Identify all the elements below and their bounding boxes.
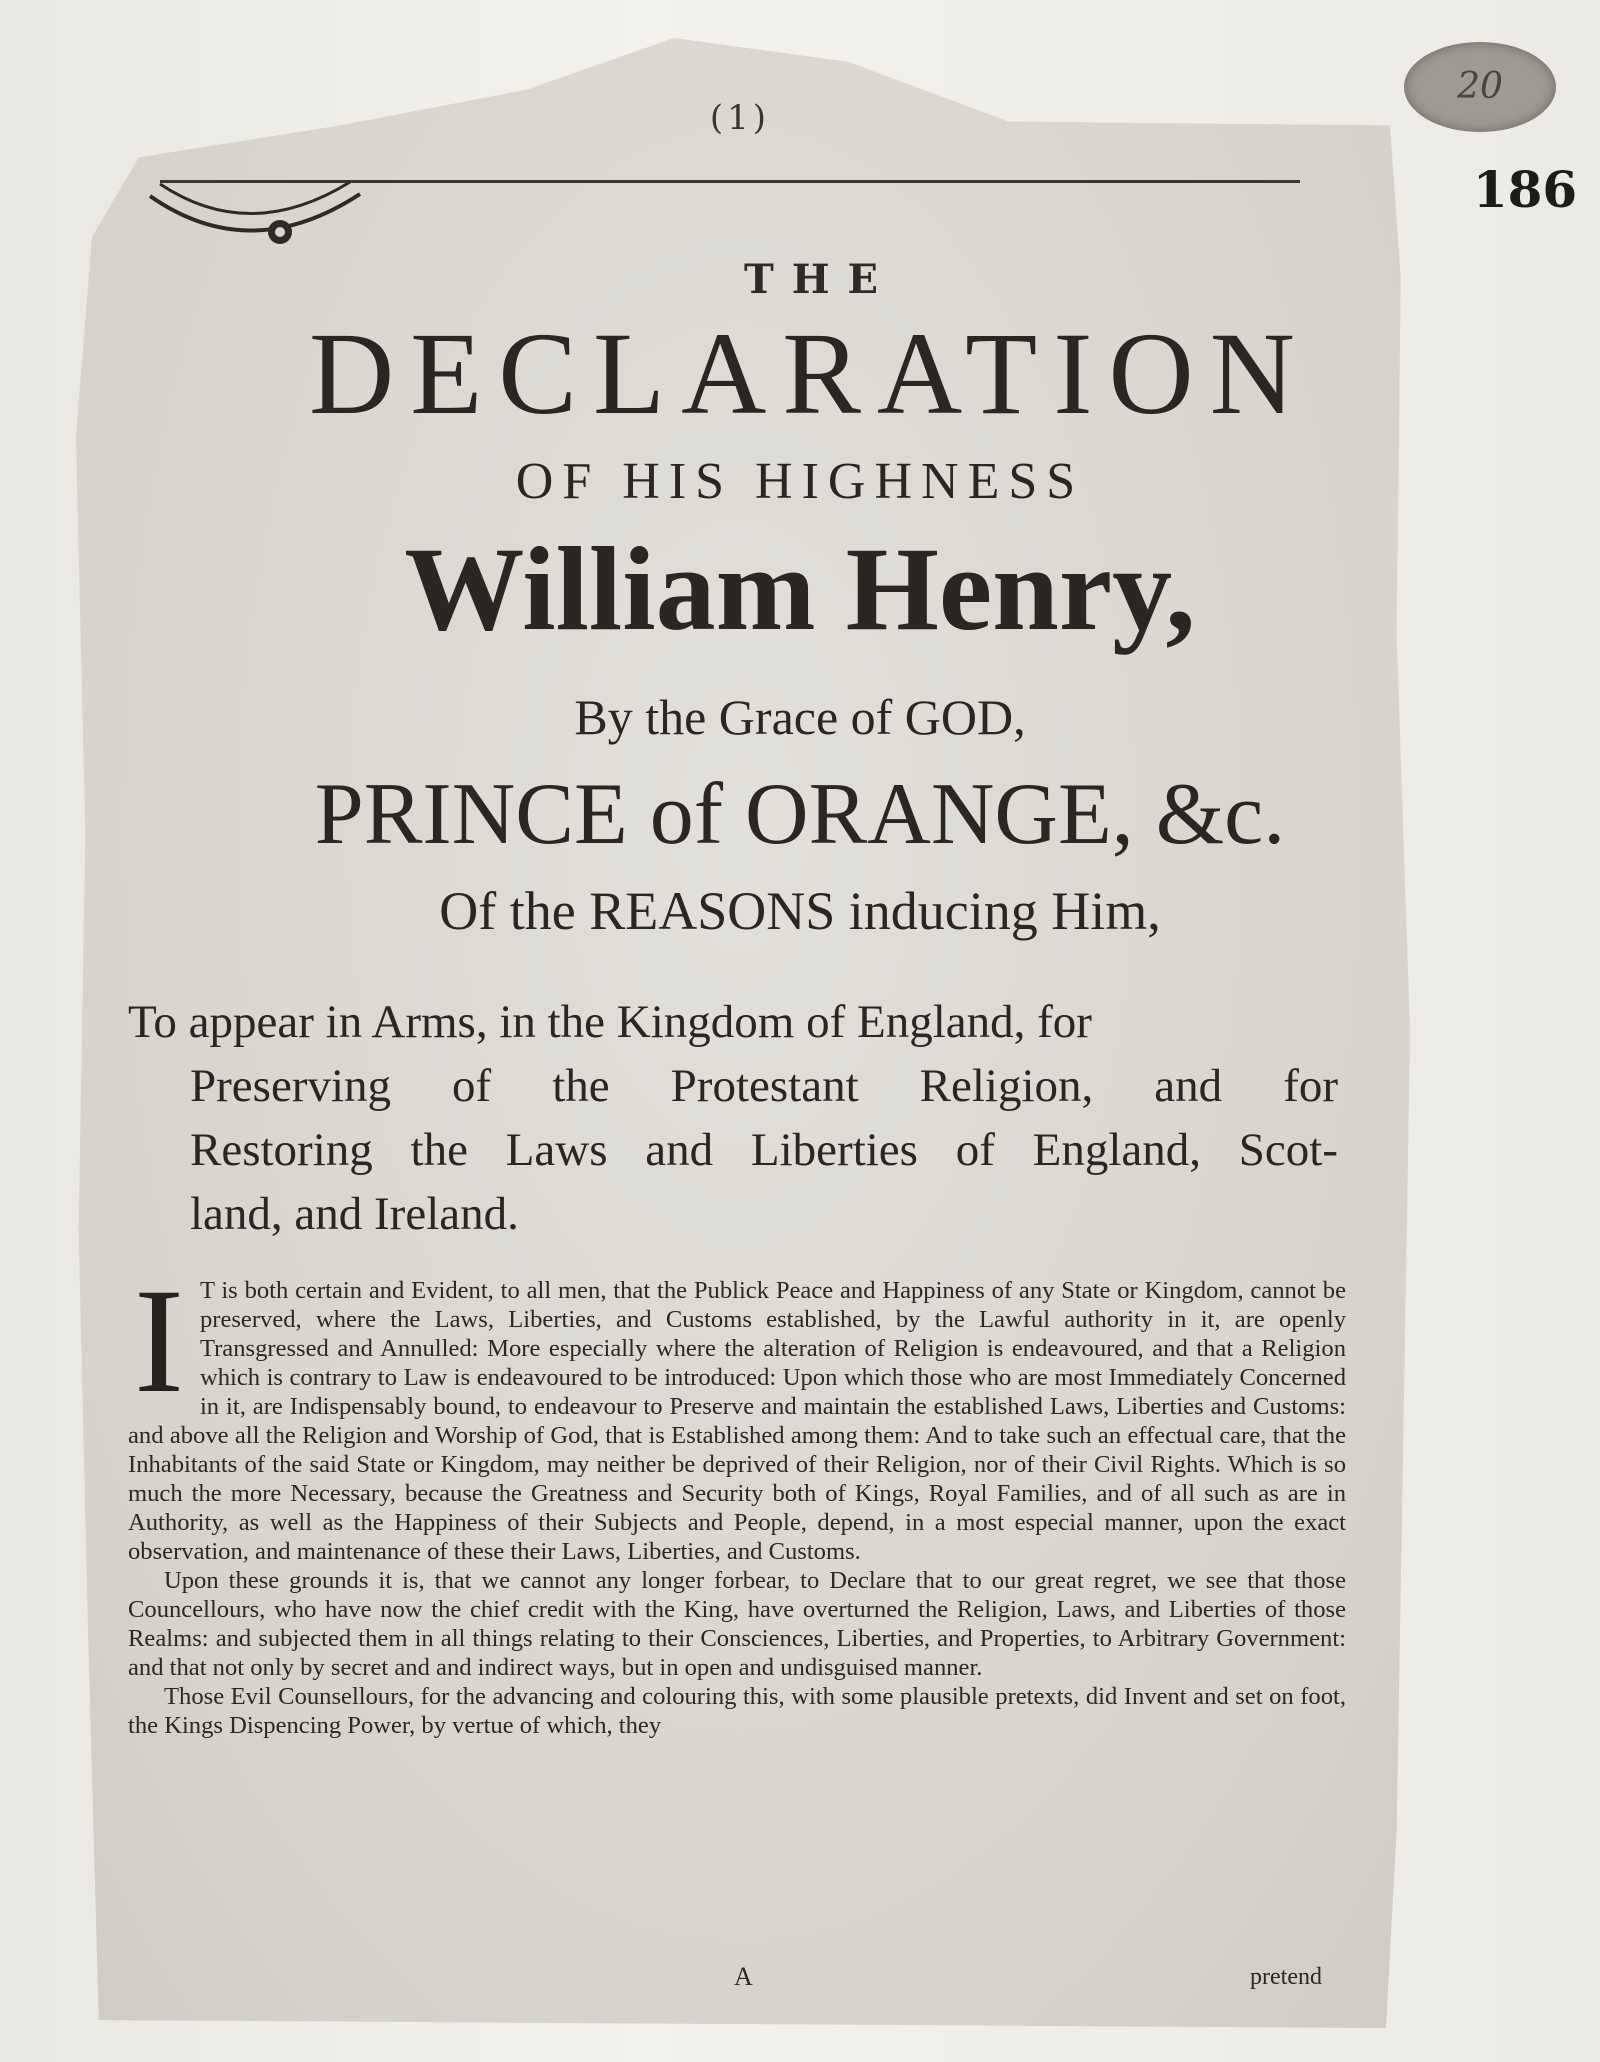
archive-label-text: 20	[1457, 66, 1503, 107]
paragraph: Those Evil Counsellours, for the advancing and colouring this, with some plausible pretexts, did Invent and set on foot, the Kings Dispencing Power, by vertue of which, they	[128, 1683, 1346, 1739]
shelf-number: 186	[1472, 160, 1578, 219]
paragraph-text: T is both certain and Evident, to all men, that the Publick Peace and Happiness of any State or Kingdom, cannot be preserved, where the Laws, Liberties, and Customs established, by the Lawful authority in it, are openly Transgressed and Annulled: More especially where the alteration of Religion is endeavoured, and that a Religion which is contrary to Law is endeavoured to be introduced: Upon which those who are most Immediately Concerned in it, are Indispensably bound, to endeavour to Preserve and maintain the established Laws, Liberties and Customs: and above all the Religion and Worship of God, that is Established among them: And to take such an effectual care, that the Inhabitants of the said State or Kingdom, may neither be deprived of their Religion, nor of their Civil Rights. Which is so much the more Necessary, because the Greatness and Security both of Kings, Royal Families, and of all such as are in Authority, as well as the Happiness of their Subjects and People, depend, in a most especial manner, upon the exact observation, and maintenance of these their Laws, Liberties, and Customs.	[128, 1277, 1346, 1565]
drop-cap: I	[134, 1258, 184, 1424]
paragraph: Upon these grounds it is, that we cannot any longer forbear, to Declare that to our great regret, we see that those Councellours, who have now the chief credit with the King, have overturned the Religion, Laws, and Liberties of those Realms: and subjected them in all things relating to their Consciences, Liberties, and Properties, to Arbitrary Government: and that not only by secret and and indirect ways, but in open and undisguised manner.	[128, 1567, 1346, 1681]
title-reasons: Of the REASONS inducing Him,	[439, 881, 1161, 941]
title-his-highness: OF HIS HIGHNESS	[515, 453, 1085, 510]
title-declaration: DECLARATION	[309, 308, 1311, 439]
page-number: (1)	[709, 98, 771, 138]
subtitle-line: Preserving of the Protestant Religion, and for	[190, 1060, 1338, 1112]
title-grace-of-god: By the Grace of GOD,	[574, 689, 1026, 745]
subtitle-block	[128, 990, 1338, 1246]
archive-label	[1404, 42, 1556, 132]
title-the: THE	[743, 256, 897, 303]
catchword: pretend	[1250, 1964, 1322, 1990]
paragraph	[128, 1258, 1346, 1566]
subtitle-line: To appear in Arms, in the Kingdom of England, for	[128, 996, 1092, 1048]
subtitle-line: Restoring the Laws and Liberties of England, Scot-	[190, 1124, 1338, 1176]
title-prince-of-orange: PRINCE of ORANGE, &c.	[314, 766, 1286, 863]
body-text	[128, 1258, 1346, 1740]
subtitle-line: land, and Ireland.	[190, 1188, 519, 1240]
title-william-henry: William Henry,	[404, 522, 1196, 655]
signature-mark: A	[734, 1962, 753, 1991]
